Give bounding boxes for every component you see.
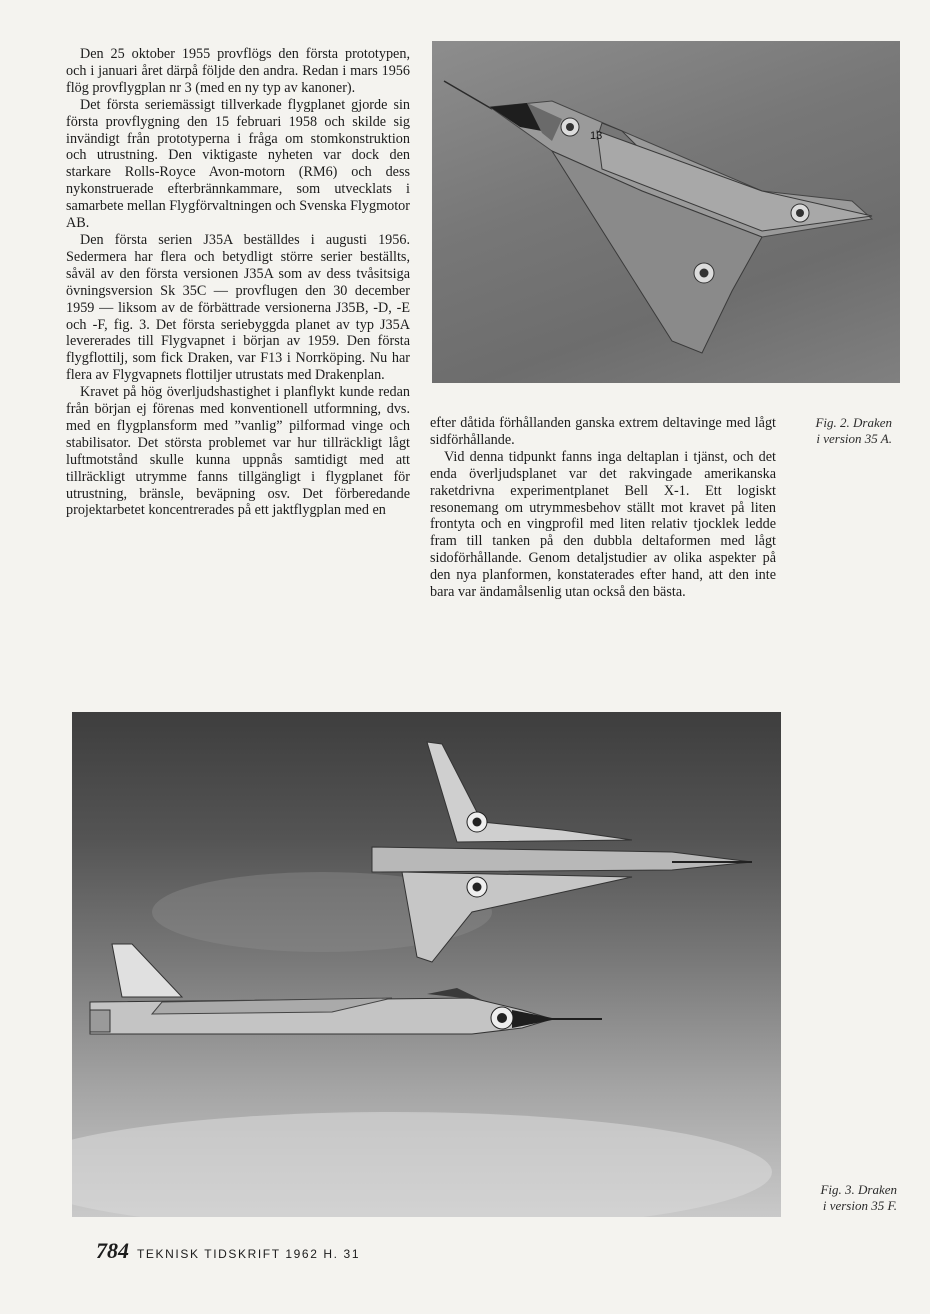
figure-2-photo	[432, 41, 900, 383]
page-footer	[96, 1238, 360, 1264]
tail-number: 13	[590, 130, 603, 142]
paragraph: Den 25 oktober 1955 provflögs den första prototypen, och i januari året därpå följde den andra. Redan i mars 1956 flög provflygplan nr 3 (med en ny typ av kanoner).	[66, 46, 410, 96]
left-text-column	[66, 46, 410, 519]
draken-35f-aircraft-illustration	[72, 712, 781, 1217]
upper-aircraft	[372, 742, 752, 962]
paragraph: Det första seriemässigt tillverkade flygplanet gjorde sin första provflygning den 15 februari 1958 och skilde sig invändigt från prototyperna i fråga om stomkonstruktion och utrustning. Den viktigaste nyheten var dock den starkare Rolls-Royce Avon-motorn (RM6) och dess nykonstruerade efterbrännkammare, som utvecklats i samarbete mellan Flygförvaltningen och Svenska Flygmotor AB.	[66, 96, 410, 232]
paragraph: Den första serien J35A beställdes i augusti 1956. Sedermera har flera och betydligt större serier beställts, såväl av den första versionen J35A som av dess tvåsitsiga övningsversion Sk 35C — provflugen den 30 december 1959 — liksom av de förbättrade versionerna J35B, -D, -E och -F, fig. 3. Det första seriebyggda planet av typ J35A levererades till Flygvapnet i början av 1959. Den första flygflottilj, som fick Draken, var F13 i Norrköping. Nu har flera av Flygvapnets flottiljer utrustats med Drakenplan.	[66, 231, 410, 384]
figure-3-caption	[797, 1182, 897, 1213]
lower-aircraft	[90, 944, 602, 1034]
page-number: 784	[96, 1238, 129, 1263]
figure-3-photo	[72, 712, 781, 1217]
right-text-column	[430, 415, 776, 601]
draken-35a-aircraft-illustration	[432, 41, 900, 383]
paragraph: Kravet på hög överljudshastighet i planflykt kunde redan från början ej förenas med konventionell utformning, dvs. med en flygplansform med ”vanlig” pilformad vinge och stabilisator. Det största problemet var hur tillräckligt lågt luftmotstånd skulle kunna uppnås samtidigt med att tillräckligt utrymme fanns tillgängligt i flygplanet för utrustning, bränsle, beväpning osv. Det förberedande projektarbetet koncentrerades på ett jaktflygplan med en	[66, 384, 410, 519]
caption-line: Fig. 3. Draken	[820, 1182, 897, 1197]
caption-line: i version 35 A.	[816, 430, 892, 446]
paragraph: Vid denna tidpunkt fanns inga deltaplan i tjänst, och det enda överljudsplanet var det rakvingade amerikanska raketdrivna experimentplanet Bell X-1. Ett logiskt resonemang om utrymmesbehov ställt mot kravet på liten frontyta och en vingprofil med liten relativ tjocklek ledde fram till tanken på den dubbla deltaformen med lågt sidoförhållande. Genom detaljstudier av olika aspekter på den nya planformen, konstaterades efter hand, att den inte bara var ändamålsenlig utan också den bästa.	[430, 448, 776, 601]
caption-line: Fig. 2. Draken	[815, 415, 892, 430]
paragraph: efter dåtida förhållanden ganska extrem deltavinge med lågt sidförhållande.	[430, 415, 776, 448]
caption-line: i version 35 F.	[822, 1197, 897, 1213]
figure-2-caption	[792, 415, 892, 446]
journal-name: TEKNISK TIDSKRIFT 1962 H. 31	[137, 1247, 361, 1261]
